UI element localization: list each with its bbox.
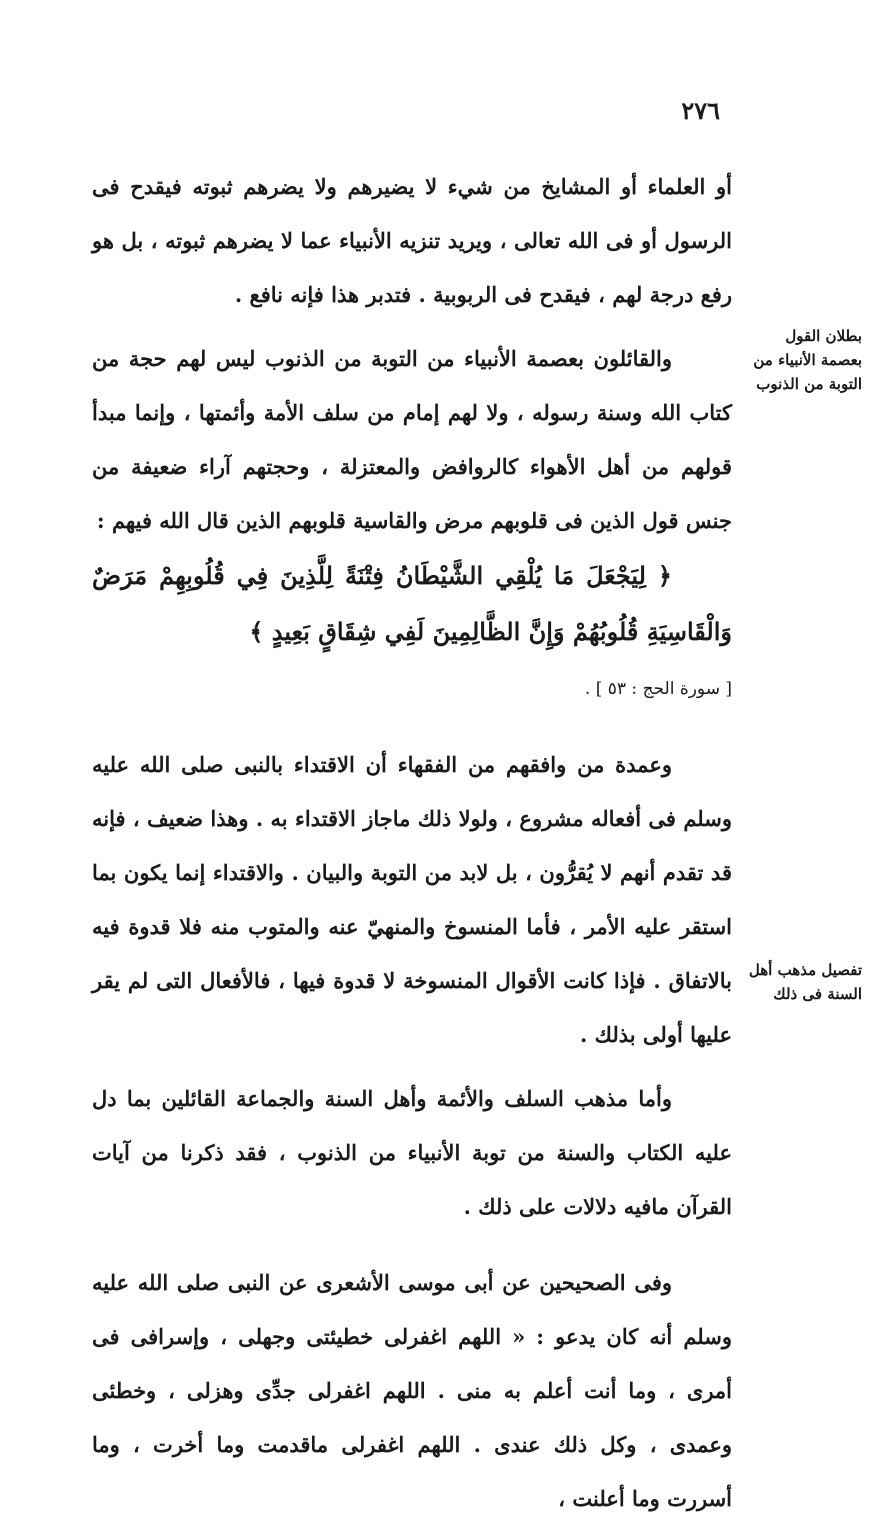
page-number: ٢٧٦ <box>681 96 720 125</box>
paragraph-2 <box>92 332 732 716</box>
margin-note-refutation: بطلان القول بعصمة الأنبياء من التوبة من الذنوب <box>753 327 862 393</box>
quran-verse: ﴿ لِيَجْعَلَ مَا يُلْقِي الشَّيْطَانُ فِتْنَةً لِلَّذِينَ فِي قُلُوبِهِمْ مَرَضٌ وَالْقَاسِيَةِ قُلُوبُهُمْ وَإِنَّ الظَّالِمِينَ لَفِي شِقَاقٍ بَعِيدٍ ﴾ <box>92 561 732 646</box>
paragraph-5: وفى الصحيحين عن أبى موسى الأشعرى عن النبى صلى الله عليه وسلم أنه كان يدعو : « اللهم اغفرلى خطيئتى وجهلى ، وإسرافى فى أمرى ، وما أنت أعلم به منى . اللهم اغفرلى جدِّى وهزلى ، وخطئى وعمدى ، وكل ذلك عندى . اللهم اغفرلى ماقدمت وما أخرت ، وما أسررت وما أعلنت ، <box>92 1270 732 1511</box>
margin-note-sunni-view: تفصيل مذهب أهل السنة فى ذلك <box>748 961 862 1003</box>
paragraph-1: أو العلماء أو المشايخ من شيء لا يضيرهم ولا يضرهم ثبوته فيقدح فى الرسول أو فى الله تعالى ، ويريد تنزيه الأنبياء عما لا يضرهم ثبوته ، بل هو رفع درجة لهم ، فيقدح فى الربوبية . فتدبر هذا فإنه نافع . <box>92 174 732 307</box>
surah-reference: [ سورة الحج : ٥٣ ] . <box>584 679 732 699</box>
paragraph-4: وأما مذهب السلف والأئمة وأهل السنة والجماعة القائلين بما دل عليه الكتاب والسنة من توبة الأنبياء من الذنوب ، فقد ذكرنا من آيات القرآن مافيه دلالات على ذلك . <box>92 1086 732 1219</box>
paragraph-2-text: والقائلون بعصمة الأنبياء من التوبة من الذنوب ليس لهم حجة من كتاب الله وسنة رسوله ، ولا لهم إمام من سلف الأمة وأئمتها ، وإنما مبدأ قولهم من أهل الأهواء كالروافض والمعتزلة ، وحجتهم آراء ضعيفة من جنس قول الذين فى قلوبهم مرض والقاسية قلوبهم الذين قال الله فيهم : <box>92 346 732 533</box>
paragraph-3: وعمدة من وافقهم من الفقهاء أن الاقتداء بالنبى صلى الله عليه وسلم فى أفعاله مشروع ، ولولا ذلك ماجاز الاقتداء به . وهذا ضعيف ، فإنه قد تقدم أنهم لا يُقرُّون ، بل لابد من التوبة والبيان . والاقتداء إنما يكون بما استقر عليه الأمر ، فأما المنسوخ والمنهيّ عنه والمتوب منه فلا قدوة فيه بالاتفاق . فإذا كانت الأقوال المنسوخة لا قدوة فيها ، فالأفعال التى لم يقر عليها أولى بذلك . <box>92 752 732 1047</box>
main-text <box>92 160 732 1526</box>
